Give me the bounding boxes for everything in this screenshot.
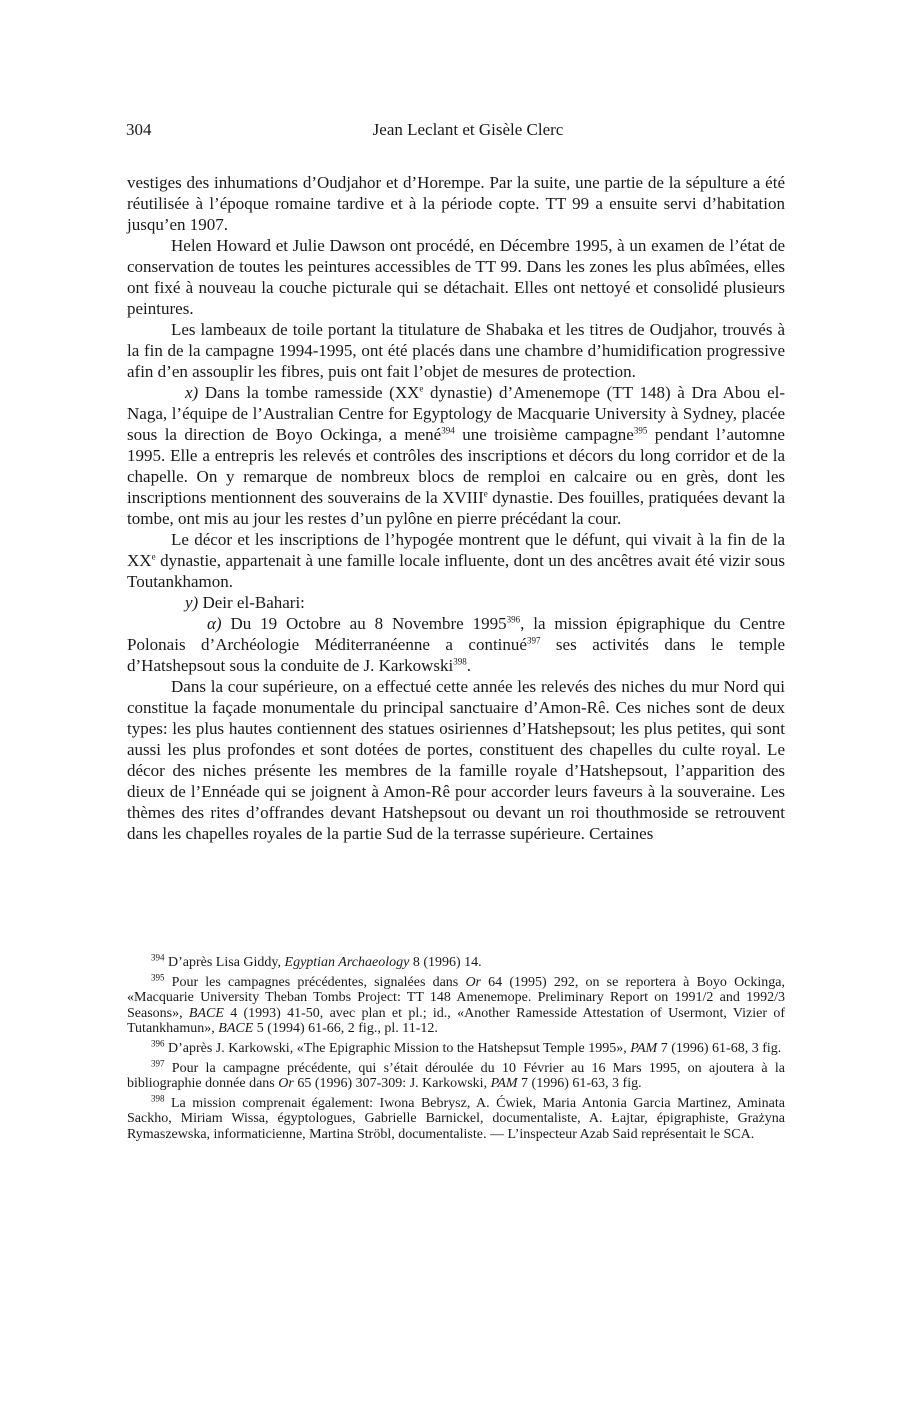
footnote-number: 395 <box>151 971 165 982</box>
text-run: Le décor et les inscriptions de l’hypogée montrent que le défunt, qui vivait à la fin de la XX <box>127 530 785 570</box>
text-run: dynastie. Des fouilles, pratiquées devant la tombe, ont mis au jour les restes d’un pylône en pierre précédant la cour. <box>127 488 785 528</box>
footnote-ref: 395 <box>633 425 648 436</box>
text-run: 4 (1993) 41-50, avec plan et pl.; id., «Another Ramesside Attestation of Usermont, Vizier of Tutankhamun», <box>127 1005 785 1037</box>
superscript: e <box>419 383 424 394</box>
footnote <box>127 1038 785 1057</box>
text-run: La mission comprenait également: Iwona Bebrysz, A. Ćwiek, Maria Antonia Garcia Martinez, Aminata Sackho, Miriam Wissa, égyptologues, Gabrielle Barnickel, documentaliste, A. Łajtar, épigraphiste, Grażyna Rymaszewska, informaticienne, Martina Ströbl, documentaliste. — L’inspecteur Azab Said représentait le SCA. <box>127 1095 785 1142</box>
text-run: Or <box>278 1076 294 1092</box>
footnote-ref: 396 <box>506 614 521 625</box>
paragraph <box>127 613 785 676</box>
text-run: une troisième campagne <box>454 425 634 444</box>
text-run: Egyptian Archaeology <box>284 955 410 970</box>
text-run: 64 (1995) 292, on se reportera à Boyo Ockinga, «Macquarie University Theban Tombs Project: TT 148 Amenemope. Preliminary Report on 1991/2 and 1992/3 Seasons», <box>127 974 786 1021</box>
text-run: 7 (1996) 61-68, 3 fig. <box>657 1040 782 1056</box>
paragraph <box>127 529 785 592</box>
text-run: Pour la campagne précédente, qui s’était déroulée du 10 Février au 16 Mars 1995, on ajoutera à la bibliographie donnée dans <box>127 1060 785 1092</box>
text-run: Pour les campagnes précédentes, signalées dans <box>164 974 466 990</box>
footnote-number: 397 <box>151 1057 165 1068</box>
text-run: ses activités dans le temple d’Hatshepsout sous la conduite de J. Karkowski <box>127 635 785 675</box>
section-label: y) <box>185 593 199 612</box>
paragraph <box>127 382 785 529</box>
text-run: 65 (1996) 307-309: J. Karkowski, <box>293 1076 491 1092</box>
text-run: , la mission épigraphique du Centre Polonais d’Archéologie Méditerranéenne a continué <box>127 614 786 654</box>
text-run: Du 19 Octobre au 8 Novembre 1995 <box>221 614 507 633</box>
footnote <box>127 1093 785 1143</box>
section-label: α) <box>207 614 222 633</box>
main-text <box>127 172 785 844</box>
page-number: 304 <box>126 120 152 139</box>
superscript: e <box>151 551 156 562</box>
text-run: Or <box>465 974 481 990</box>
footnotes <box>127 952 786 1147</box>
text-run: D’après Lisa Giddy, <box>164 955 285 970</box>
section-label: x) <box>185 383 199 402</box>
text-run: D’après J. Karkowski, «The Epigraphic Mission to the Hatshepsut Temple 1995», <box>164 1040 631 1056</box>
paragraph: Helen Howard et Julie Dawson ont procédé, en Décembre 1995, à un examen de l’état de conservation de toutes les peintures accessibles de TT 99. Dans les zones les plus abîmées, elles ont fixé à nouveau la couche picturale qui se détachait. Elles ont nettoyé et consolidé plusieurs peintures. <box>127 236 785 318</box>
superscript: e <box>483 488 488 499</box>
text-run: PAM <box>490 1076 518 1092</box>
text-run: PAM <box>630 1040 658 1056</box>
text-run: pendant l’automne 1995. Elle a entrepris les relevés et contrôles des inscriptions et décors du long corridor et de la chapelle. On y remarque de nombreux blocs de remploi en calcaire ou en grès, dont les inscriptions mentionnent des souverains de la XVIII <box>127 425 785 507</box>
text-run: 7 (1996) 61-63, 3 fig. <box>517 1076 642 1092</box>
text-run: Deir el-Bahari: <box>198 593 305 612</box>
paragraph: Dans la cour supérieure, on a effectué cette année les relevés des niches du mur Nord qui constitue la façade monumentale du principal sanctuaire d’Amon-Rê. Ces niches sont de deux types: les plus hautes contiennent des statues osiriennes d’Hatshepsout; les plus petites, qui sont aussi les plus profondes et sont dotées de portes, constituent des chapelles du culte royal. Le décor des niches présente les membres de la famille royale d’Hatshepsout, l’apparition des dieux de l’Ennéade qui se joignent à Amon-Rê pour accorder leurs faveurs à la souveraine. Les thèmes des rites d’offrandes devant Hatshepsout ou devant un roi thouthmoside se retrouvent dans les chapelles royales de la partie Sud de la terrasse supérieure. Certaines <box>127 677 785 843</box>
text-run: Dans la tombe ramesside (XX <box>204 383 420 402</box>
footnote <box>127 971 786 1037</box>
text-run: 8 (1996) 14. <box>409 955 482 970</box>
footnote <box>127 952 785 971</box>
running-title: Jean Leclant et Gisèle Clerc <box>372 120 564 139</box>
text-run: BACE <box>218 1021 254 1037</box>
footnote-number: 398 <box>151 1093 165 1104</box>
text-run: . <box>466 656 472 675</box>
footnote-number: 396 <box>151 1038 165 1049</box>
paragraph: Les lambeaux de toile portant la titulature de Shabaka et les titres de Oudjahor, trouvés à la fin de la campagne 1994-1995, ont été placés dans une chambre d’humidification progressive afin d’en assouplir les fibres, puis ont fait l’objet de mesures de protection. <box>127 320 785 381</box>
paragraph: vestiges des inhumations d’Oudjahor et d’Horempe. Par la suite, une partie de la sépulture a été réutilisée à l’époque romaine tardive et à la période copte. TT 99 a ensuite servi d’habitation jusqu’en 1907. <box>127 173 785 234</box>
text-run: dynastie, appartenait à une famille locale influente, dont un des ancêtres avait été vizir sous Toutankhamon. <box>127 551 785 591</box>
text-run: dynastie) d’Amenemope (TT 148) à Dra Abou el-Naga, l’équipe de l’Australian Centre for Egyptology de Macquarie University à Sydney, placée sous la direction de Boyo Ockinga, a mené <box>127 383 786 444</box>
footnote-number: 394 <box>151 952 165 963</box>
footnote <box>127 1057 785 1092</box>
text-run: BACE <box>188 1005 224 1021</box>
footnote-ref: 397 <box>526 635 541 646</box>
footnote-ref: 398 <box>453 656 467 667</box>
paragraph <box>127 592 785 613</box>
footnote-ref: 394 <box>441 425 455 436</box>
text-run: 5 (1994) 61-66, 2 fig., pl. 11-12. <box>253 1021 438 1037</box>
